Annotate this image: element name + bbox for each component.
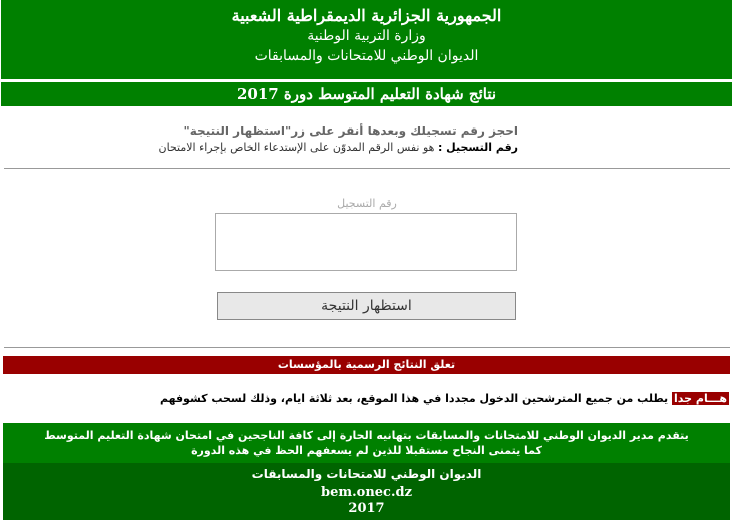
important-text: يطلب من جميع المترشحين الدخول مجددا في هذا الموقع، بعد ثلاثة ايام، وذلك لسحب كشوفهم	[159, 392, 669, 405]
footer	[3, 423, 730, 520]
registration-number-input[interactable]	[215, 213, 517, 271]
instruction-text: احجز رقم تسجيلك وبعدها أنقر على زر"استظهار النتيجة"	[183, 124, 518, 138]
office-name: الديوان الوطني للامتحانات والمسابقات	[254, 48, 479, 64]
congratulations-text: يتقدم مدير الديوان الوطني للامتحانات والمسابقات بتهانيه الحارة إلى كافة الناجحين في امتحان شهادة التعليم المتوسط	[44, 429, 689, 442]
important-badge: هـــام جدا	[674, 392, 727, 405]
important-notice	[160, 392, 729, 405]
footer-org-name: الديوان الوطني للامتحانات والمسابقات	[251, 467, 482, 481]
header-banner	[1, 0, 732, 79]
footer-info	[3, 463, 730, 520]
republic-name: الجمهورية الجزائرية الديمقراطية الشعبية	[231, 6, 502, 25]
notice-bar: تعلق النتائج الرسمية بالمؤسسات	[3, 356, 730, 374]
wishes-text: كما يتمنى النجاح مستقبلا للذين لم يسعفهم الحظ في هذه الدورة	[191, 444, 542, 457]
show-result-button[interactable]: استظهار النتيجة	[217, 292, 516, 320]
divider	[4, 347, 730, 348]
instruction-note-label: رقم التسجيل :	[437, 141, 518, 154]
instruction-note-text: هو نفس الرقم المدوّن على الإستدعاء الخاص بإجراء الامتحان	[158, 141, 435, 154]
instruction-note	[159, 141, 518, 154]
page-title: نتائج شهادة التعليم المتوسط دورة 2017	[1, 81, 732, 106]
divider	[4, 168, 730, 169]
ministry-name: وزارة التربية الوطنية	[307, 28, 426, 44]
instructions	[159, 124, 518, 154]
footer-year: 2017	[348, 501, 385, 516]
registration-label: رقم التسجيل	[337, 197, 397, 210]
footer-site: bem.onec.dz	[321, 485, 412, 500]
